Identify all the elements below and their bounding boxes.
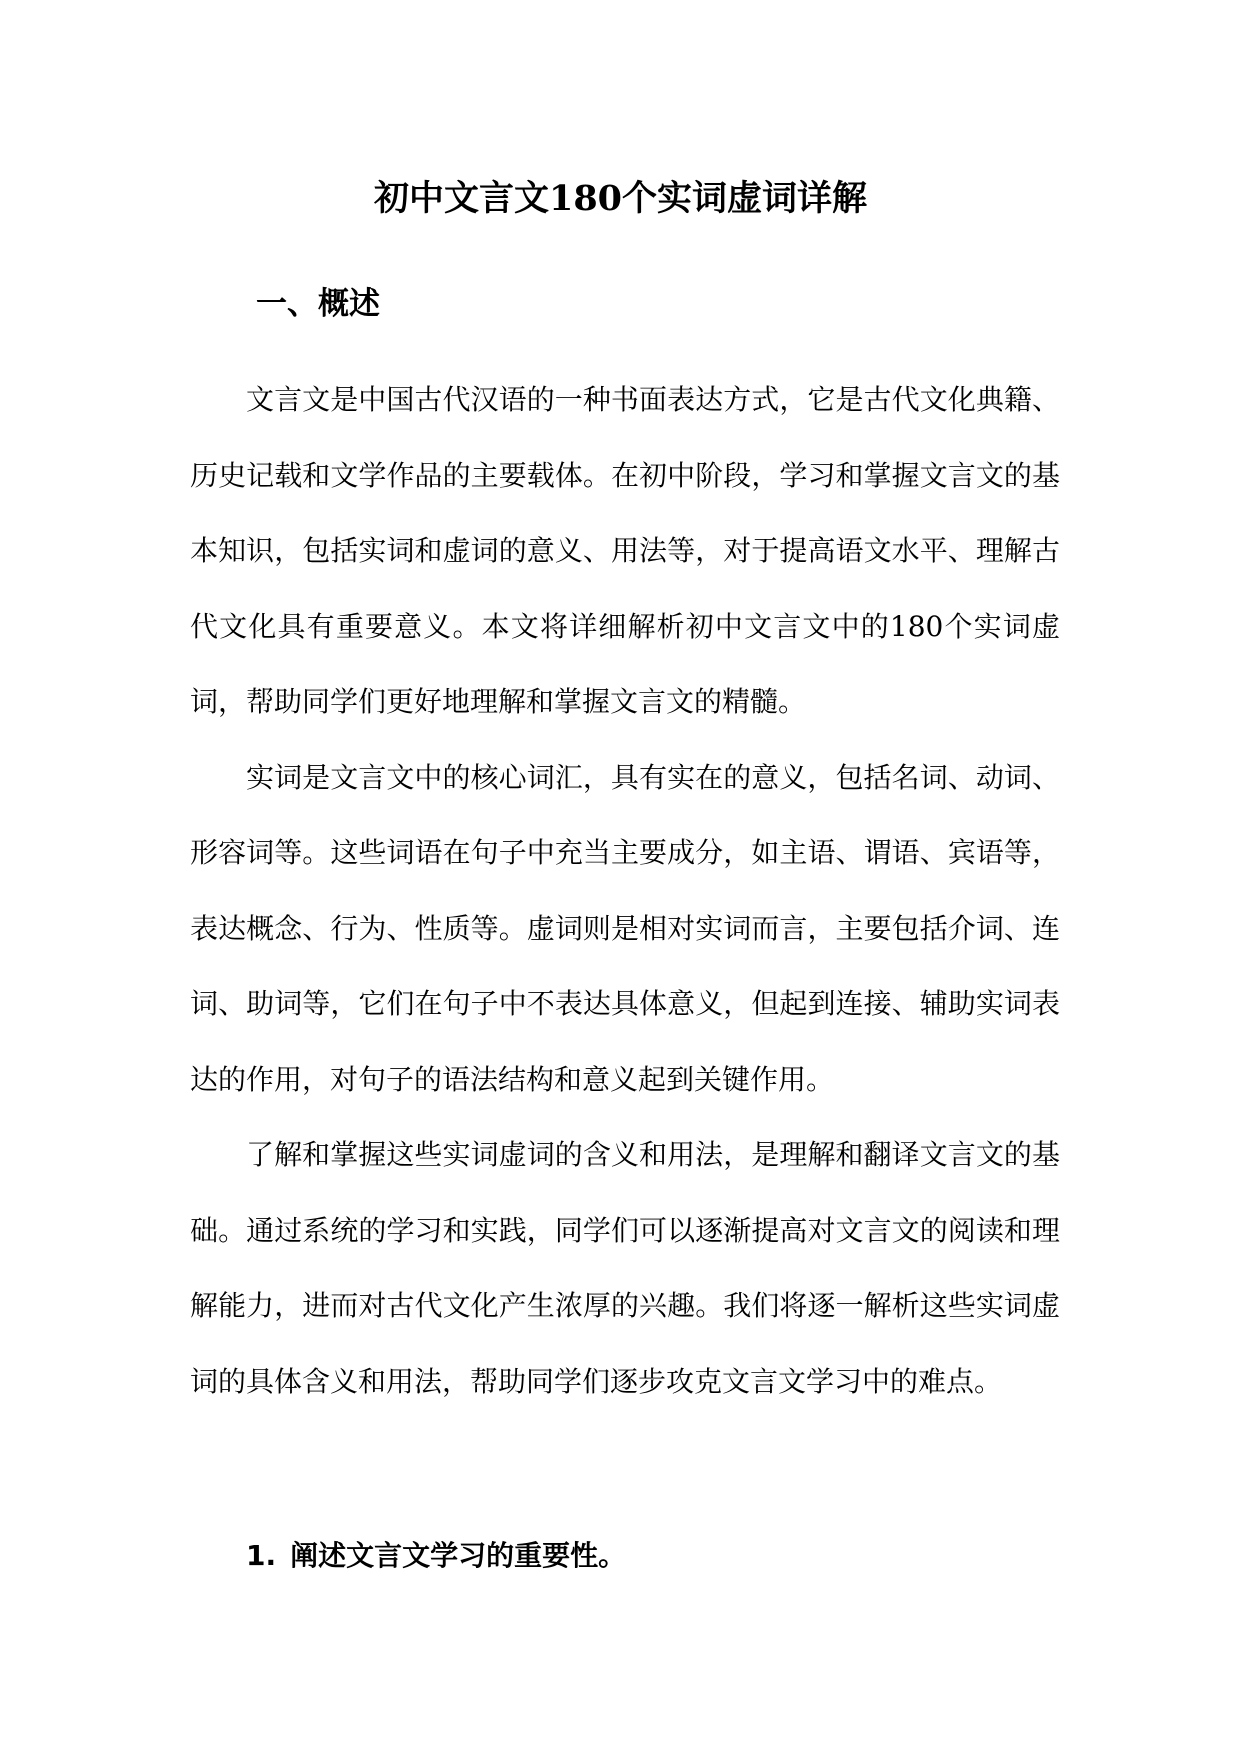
- section-heading: 一、概述: [256, 286, 380, 322]
- paragraph-overview: 文言文是中国古代汉语的一种书面表达方式，它是古代文化典籍、历史记载和文学作品的主要载体。在初中阶段，学习和掌握文言文的基本知识，包括实词和虚词的意义、用法等，对于提高语文水平、理解古代文化具有重要意义。本文将详细解析初中文言文中的180个实词虚词，帮助同学们更好地理解和掌握文言文的精髓。: [190, 383, 1060, 718]
- document-title: 初中文言文180个实词虚词详解: [373, 178, 868, 220]
- subsection-title: 阐述文言文学习的重要性。: [290, 1539, 627, 1572]
- subsection-heading: [246, 1534, 626, 1578]
- paragraph-mastery: 了解和掌握这些实词虚词的含义和用法，是理解和翻译文言文的基础。通过系统的学习和实践，同学们可以逐渐提高对文言文的阅读和理解能力，进而对古代文化产生浓厚的兴趣。我们将逐一解析这些实词虚词的具体含义和用法，帮助同学们逐步攻克文言文学习中的难点。: [190, 1138, 1060, 1398]
- section-body: [190, 362, 1060, 1419]
- paragraph-content-words: 实词是文言文中的核心词汇，具有实在的意义，包括名词、动词、形容词等。这些词语在句子中充当主要成分，如主语、谓语、宾语等，表达概念、行为、性质等。虚词则是相对实词而言，主要包括介词、连词、助词等，它们在句子中不表达具体意义，但起到连接、辅助实词表达的作用，对句子的语法结构和意义起到关键作用。: [190, 760, 1060, 1096]
- subsection-number: 1.: [246, 1539, 277, 1572]
